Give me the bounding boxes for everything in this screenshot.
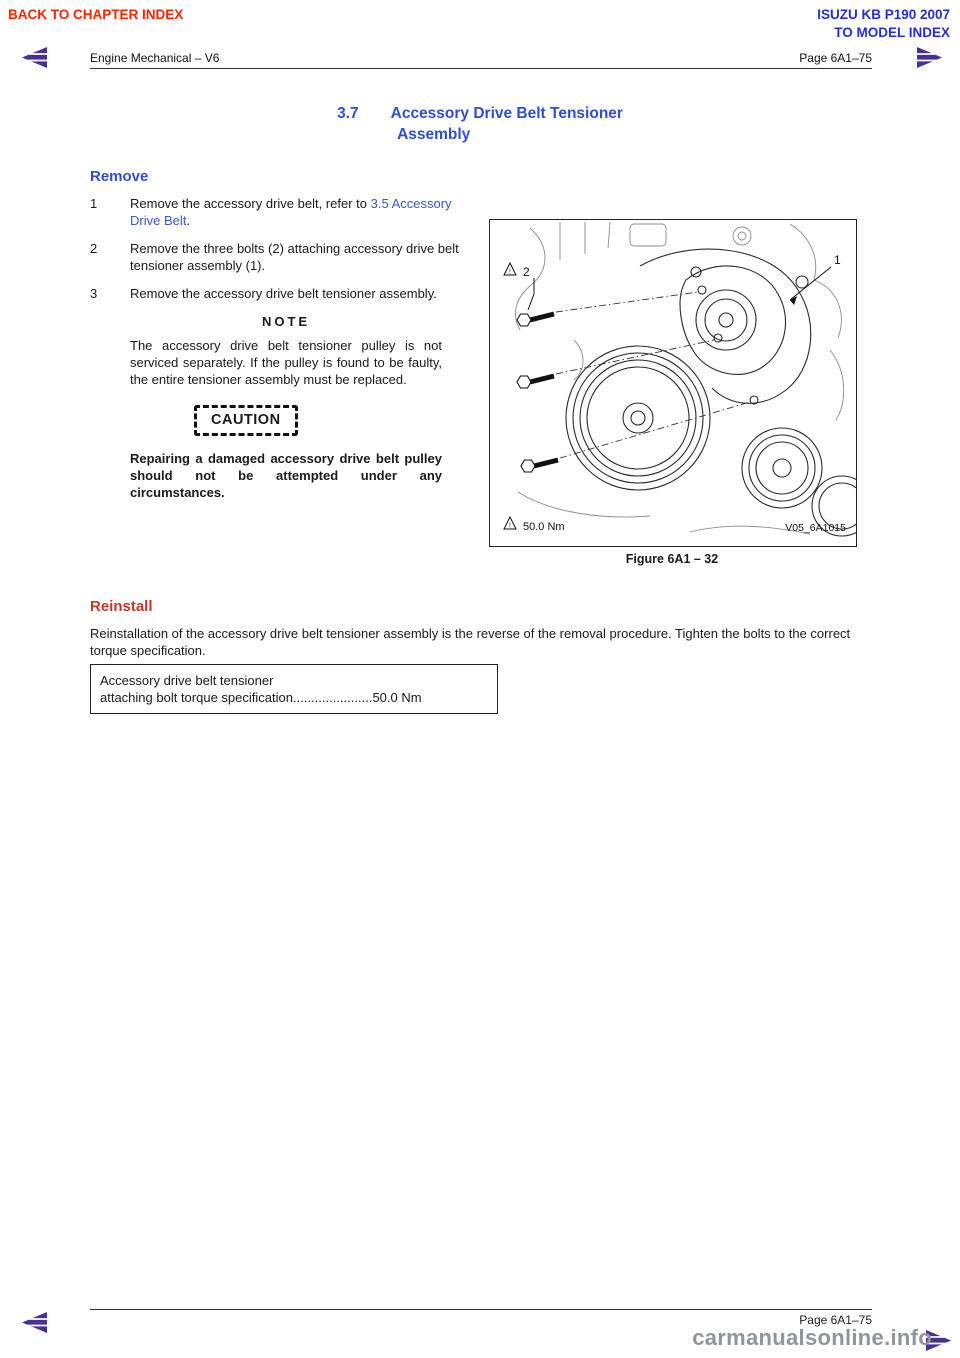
caution-label: CAUTION — [194, 405, 298, 436]
section-title-line1 — [337, 103, 623, 124]
figure-drawing — [490, 220, 856, 546]
step-text — [130, 195, 472, 229]
section-title-text: Accessory Drive Belt Tensioner — [390, 105, 623, 122]
reinstall-body: Reinstallation of the accessory drive belt tensioner assembly is the reverse of the removal procedure. Tighten the bolts to the correct torque specification. — [90, 626, 851, 658]
spec-label: attaching bolt torque specification — [100, 690, 293, 705]
back-to-chapter-index-link[interactable]: BACK TO CHAPTER INDEX — [8, 7, 184, 22]
nav-previous-page-icon[interactable] — [18, 47, 48, 68]
figure-caption: Figure 6A1 – 32 — [625, 552, 719, 566]
step-text-pre: Remove the accessory drive belt, refer to — [130, 196, 371, 211]
reinstall-heading: Reinstall — [90, 598, 153, 615]
step-text: Remove the three bolts (2) attaching accessory drive belt tensioner assembly (1). — [130, 241, 459, 273]
spec-line2 — [100, 689, 488, 706]
footer-page: Page 6A1–75 — [799, 1313, 872, 1327]
step-number: 1 — [90, 196, 98, 211]
accessory-drive-belt-link[interactable]: 3.5 Accessory Drive Belt — [130, 196, 452, 228]
spec-value: 50.0 Nm — [372, 690, 422, 705]
to-model-index-link[interactable]: TO MODEL INDEX — [834, 25, 950, 40]
running-header-section: Engine Mechanical – V6 — [90, 51, 220, 65]
remove-procedure — [90, 195, 472, 501]
note-text: The accessory drive belt tensioner pulley is not serviced separately. If the pulley is found to be faulty, the entire tensioner assembly must be replaced. — [130, 338, 442, 387]
watermark: carmanualsonline.info — [692, 1325, 932, 1350]
step-item — [90, 285, 472, 302]
step-item — [90, 195, 472, 229]
torque-spec-box — [90, 664, 498, 714]
spec-dots: ...................... — [292, 690, 373, 705]
step-number: 3 — [90, 286, 98, 301]
callout-1-label: 1 — [834, 253, 841, 267]
tensioner-bolts — [517, 314, 558, 472]
header-rule — [90, 68, 872, 69]
remove-heading: Remove — [90, 168, 149, 185]
step-text: Remove the accessory drive belt tensioner assembly. — [130, 286, 437, 301]
step-item — [90, 240, 472, 274]
running-header-page: Page 6A1–75 — [799, 51, 872, 65]
footer-rule — [90, 1309, 872, 1310]
nav-next-page-icon[interactable] — [916, 47, 946, 68]
figure-box — [489, 219, 857, 547]
brand-title: ISUZU KB P190 2007 — [817, 7, 950, 22]
spec-line1: Accessory drive belt tensioner — [100, 673, 274, 688]
step-text-post: . — [186, 213, 190, 228]
figure-id-label: V05_6A1015 — [785, 522, 846, 534]
warning-glyph: ! — [509, 268, 511, 276]
step-number: 2 — [90, 241, 98, 256]
section-title-line2: Assembly — [397, 126, 471, 143]
caution-box — [194, 405, 472, 436]
torque-label: 50.0 Nm — [523, 521, 565, 533]
nav-previous-page-icon[interactable] — [18, 1312, 48, 1333]
section-title — [0, 103, 960, 145]
callout-2-label: 2 — [523, 265, 530, 279]
warning-glyph: ! — [509, 522, 511, 530]
caution-text: Repairing a damaged accessory drive belt pulley should not be attempted under any circumstances. — [130, 451, 442, 500]
section-number: 3.7 — [337, 105, 359, 122]
note-label: NOTE — [261, 314, 311, 329]
